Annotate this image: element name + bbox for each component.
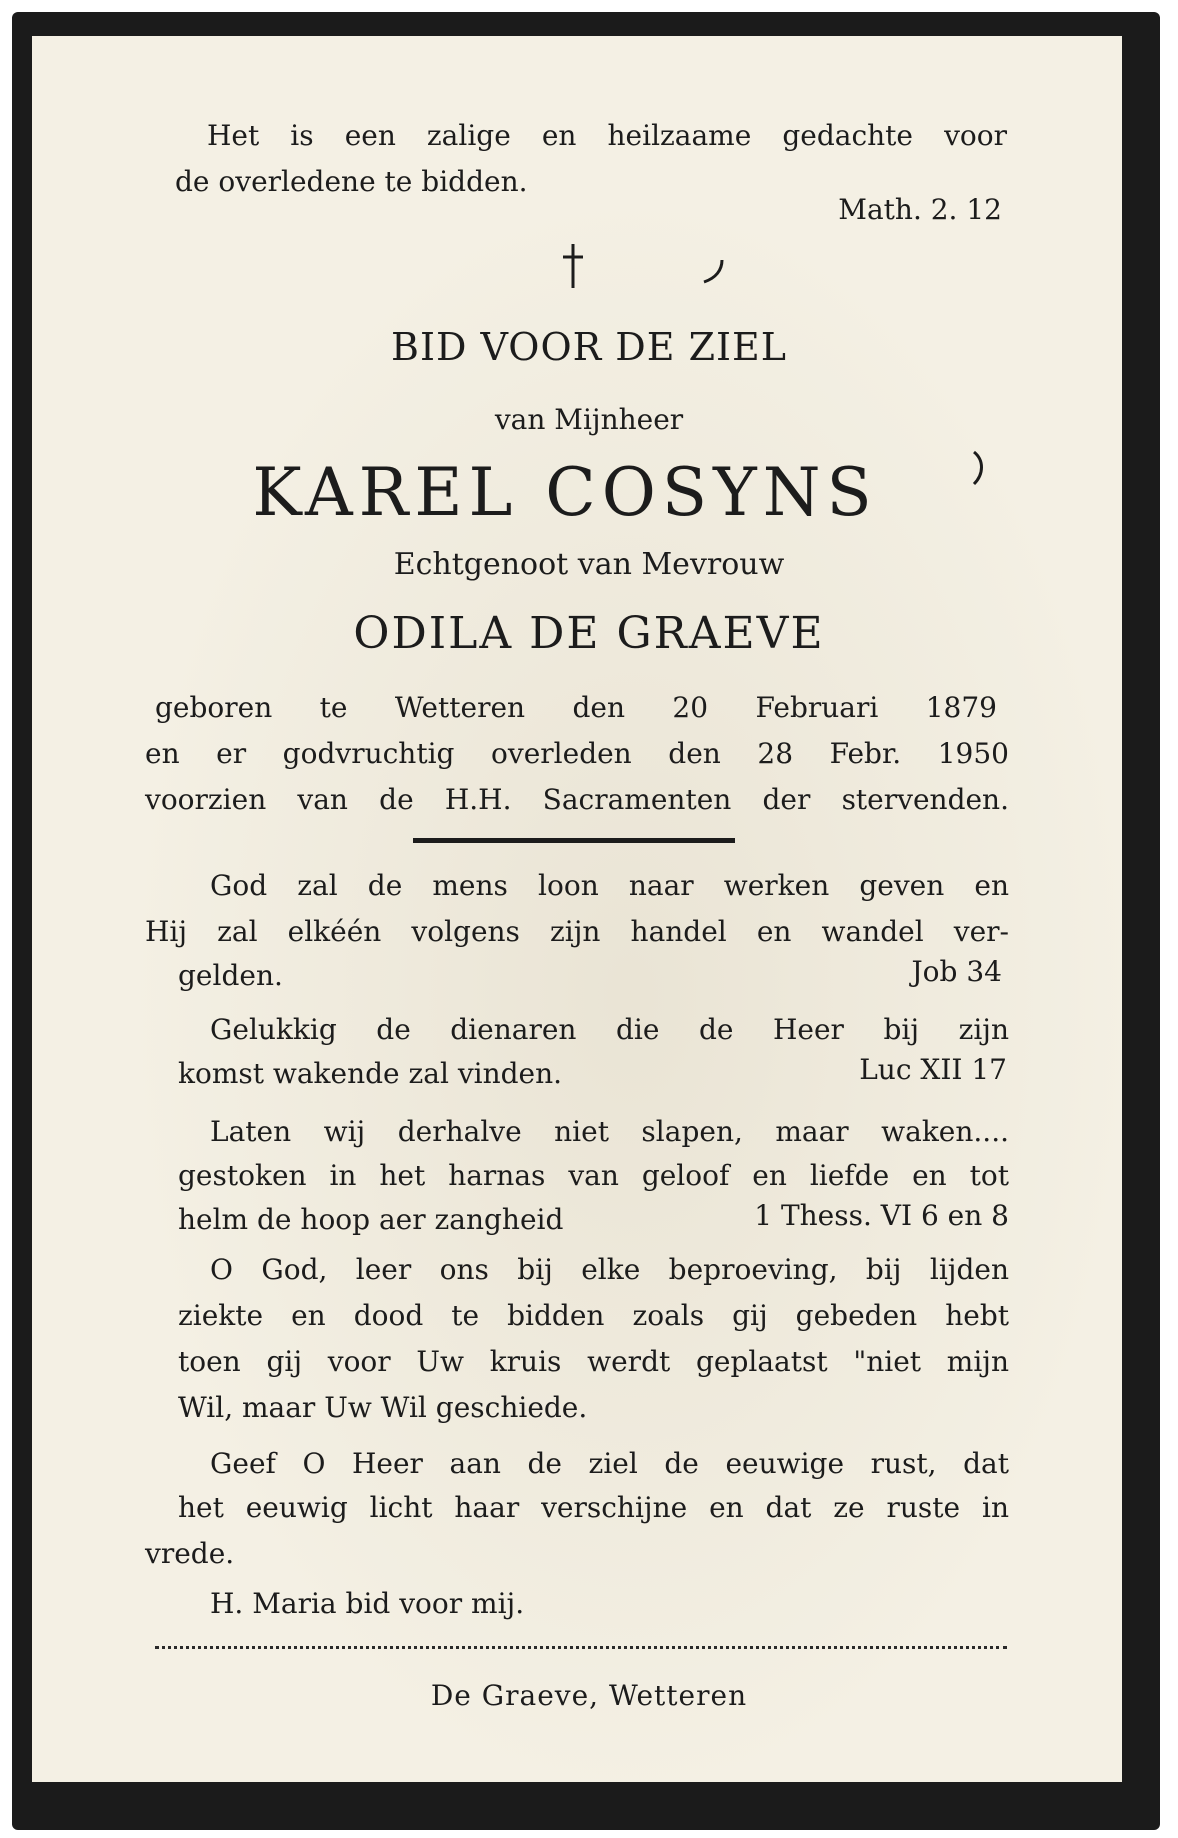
verse-2-reference: Luc XII 17 [859,1053,1007,1086]
verse-5-line-1: Geef O Heer aan de ziel de eeuwige rust, dat [210,1447,1009,1480]
death-line: en er godvruchtig overleden den 28 Febr. 1950 [145,737,1009,770]
epigraph-line-1: Het is een zalige en heilzaame gedachte voor [207,119,1007,152]
verse-4-line-1: O God, leer ons bij elke beproeving, bij lijden [210,1253,1009,1286]
cross-icon [558,242,588,290]
birth-line: geboren te Wetteren den 20 Februari 1879 [155,691,997,724]
verse-3-line-3: helm de hoop aer zangheid [178,1203,564,1236]
verse-3-line-1: Laten wij derhalve niet slapen, maar waken.... [210,1115,1009,1148]
verse-5-line-2: het eeuwig licht haar verschijne en dat ze ruste in [178,1491,1009,1524]
verse-2-line-1: Gelukkig de dienaren die de Heer bij zijn [210,1013,1009,1046]
spouse-label: Echtgenoot van Mevrouw [393,547,785,582]
verse-1-line-2: Hij zal elkéén volgens zijn handel en wandel ver- [145,915,1009,948]
verse-5-line-3: vrede. [145,1537,235,1570]
printer-imprint: De Graeve, Wetteren [430,1679,748,1712]
heading: BID VOOR DE ZIEL [391,325,787,369]
verse-1-line-3: gelden. [178,959,283,992]
sacraments-line: voorzien van de H.H. Sacramenten der stervenden. [145,783,1009,816]
spouse-name: ODILA DE GRAEVE [353,608,825,659]
dotted-divider [155,1646,1007,1649]
verse-3-line-2: gestoken in het harnas van geloof en liefde en tot [178,1159,1009,1192]
epigraph-line-2: de overledene te bidden. [175,165,528,198]
deceased-name: KAREL COSYNS [252,454,878,531]
verse-4-line-2: ziekte en dood te bidden zoals gij gebeden hebt [178,1299,1009,1332]
verse-1-reference: Job 34 [911,955,1002,988]
epigraph-reference: Math. 2. 12 [838,193,1002,226]
honorific: van Mijnheer [494,403,684,436]
pen-mark-icon [970,450,992,486]
divider-rule [413,838,735,843]
verse-3-reference: 1 Thess. VI 6 en 8 [754,1199,1009,1232]
verse-4-line-4: Wil, maar Uw Wil geschiede. [178,1391,588,1424]
verse-6-line-1: H. Maria bid voor mij. [210,1587,525,1620]
pen-mark-icon [700,258,730,288]
verse-2-line-2: komst wakende zal vinden. [178,1057,563,1090]
verse-1-line-1: God zal de mens loon naar werken geven en [210,869,1009,902]
verse-4-line-3: toen gij voor Uw kruis werdt geplaatst "niet mijn [178,1345,1009,1378]
